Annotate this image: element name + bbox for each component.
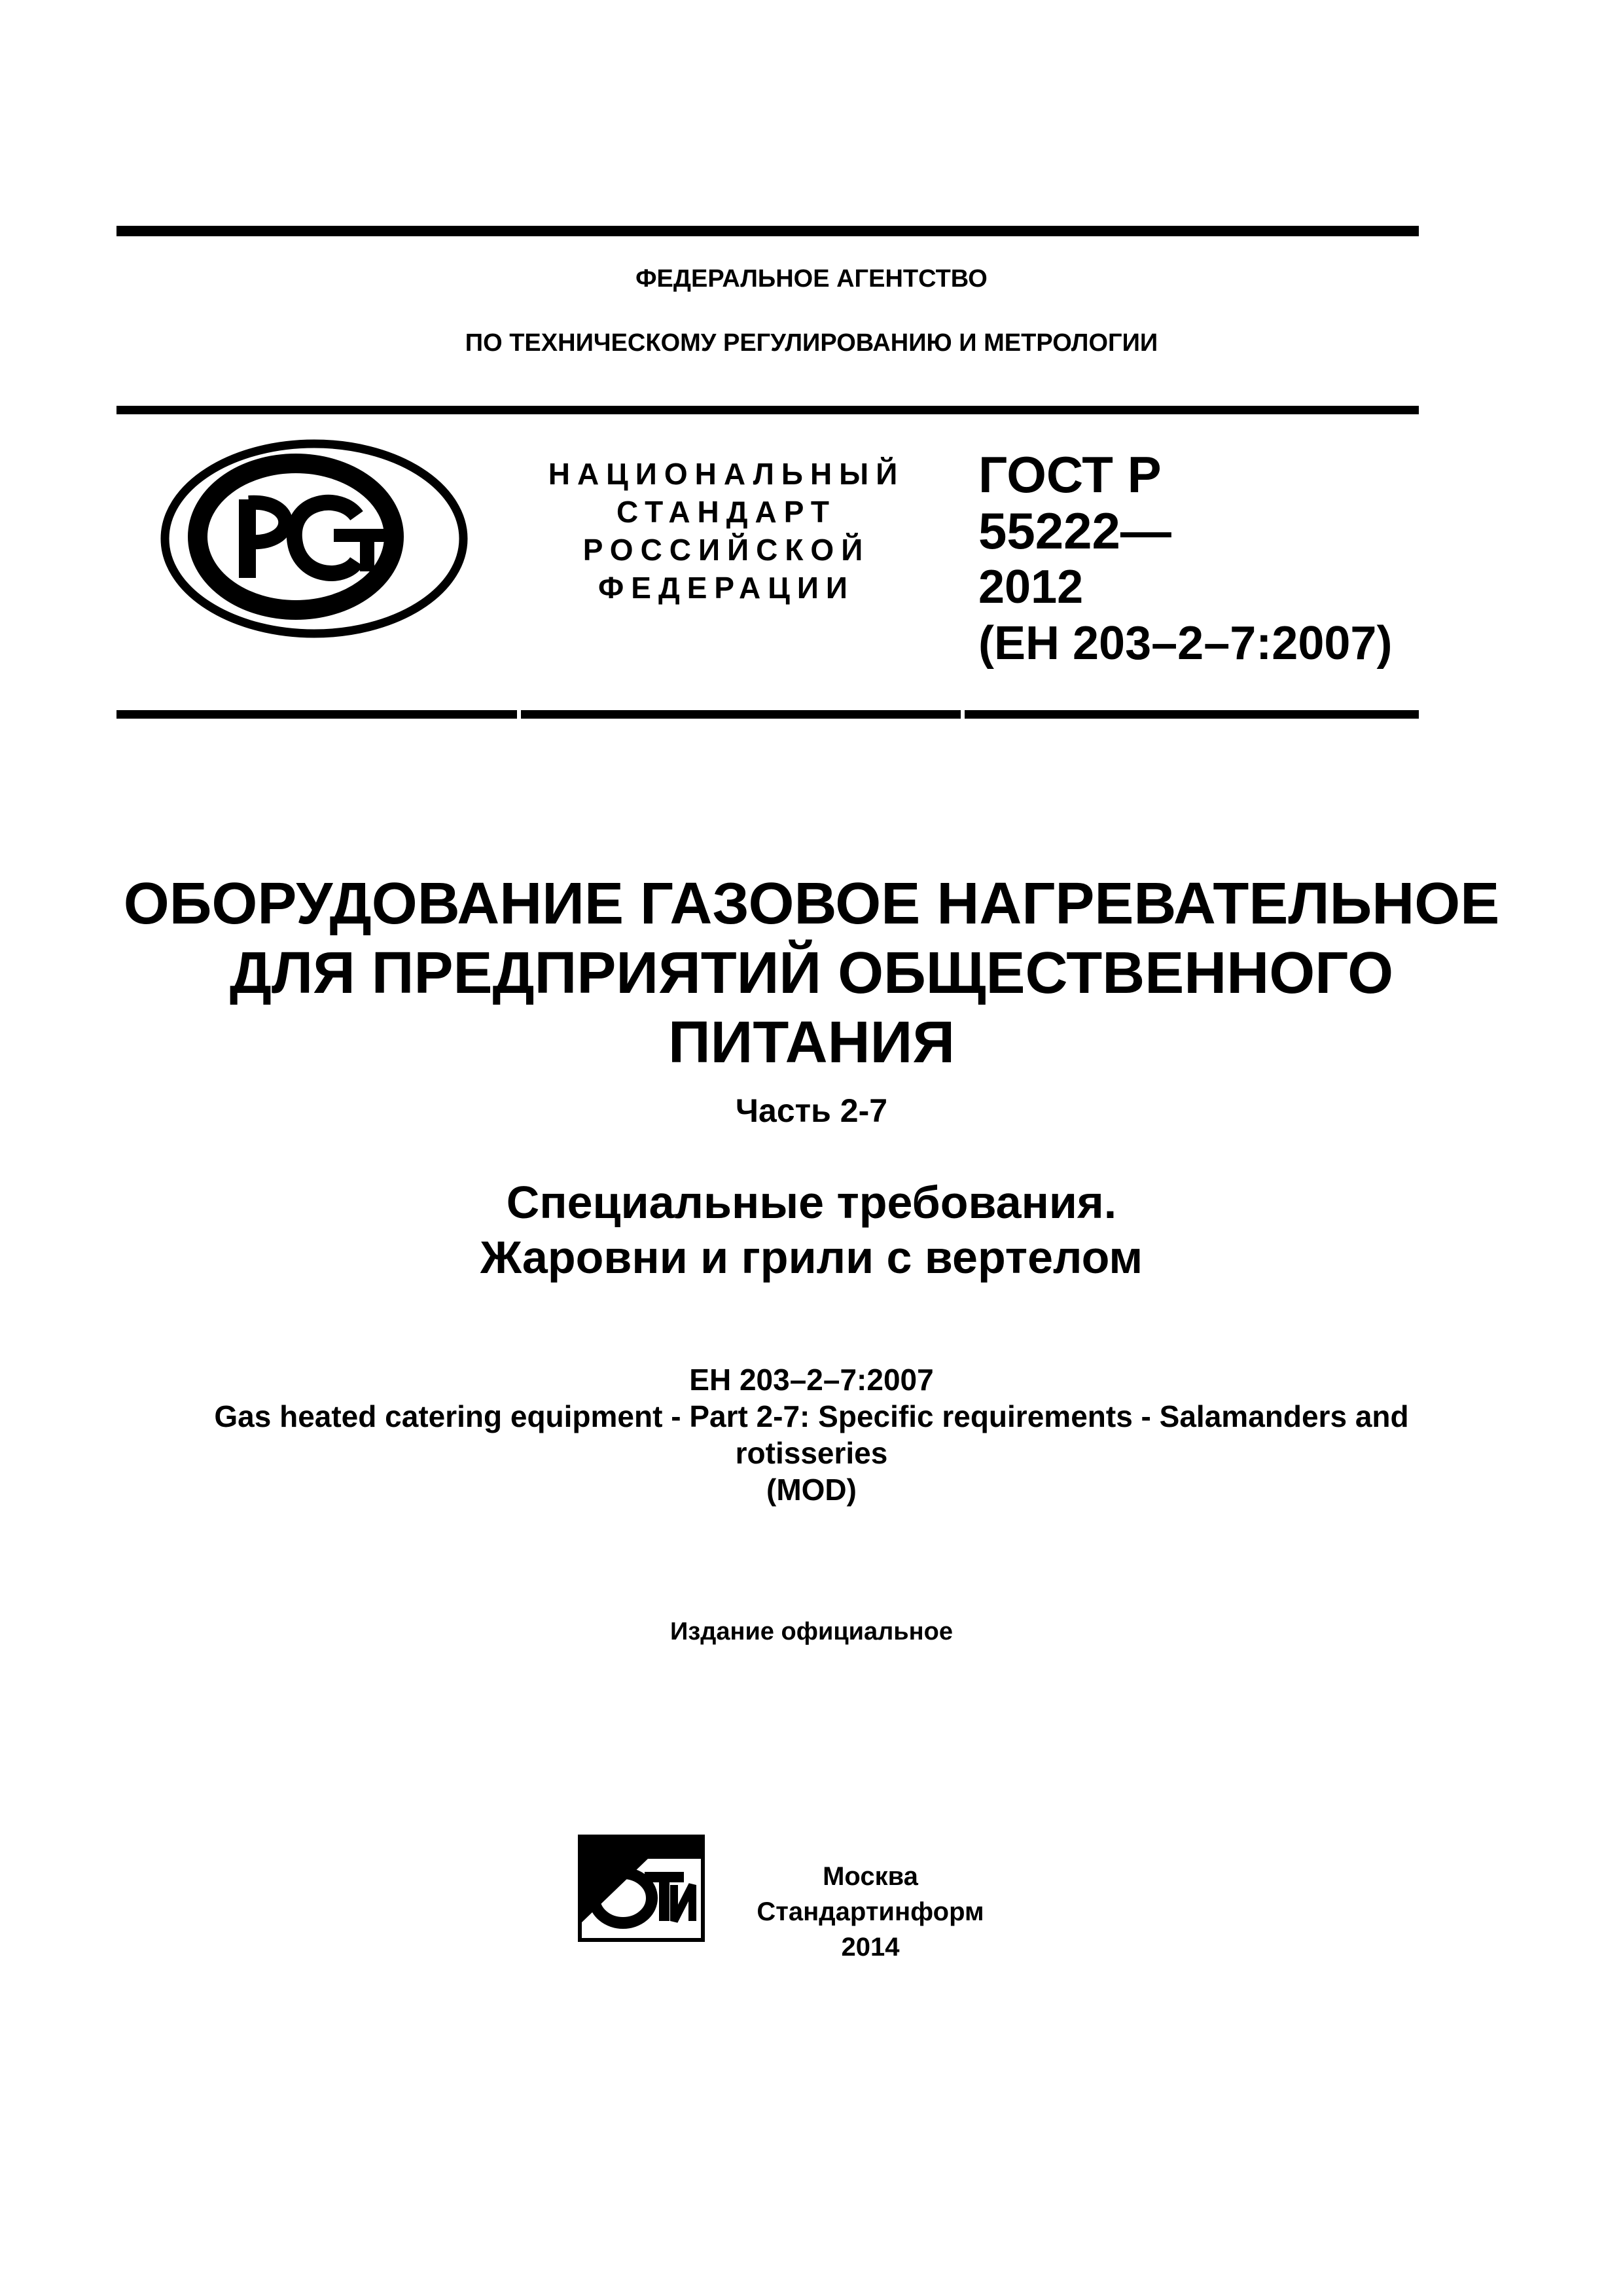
- agency-line-2: ПО ТЕХНИЧЕСКОМУ РЕГУЛИРОВАНИЮ И МЕТРОЛОГИИ: [465, 329, 1158, 357]
- document-subtitle-line-2: Жаровни и грили с вертелом: [480, 1232, 1143, 1283]
- publisher-city: Москва: [823, 1862, 918, 1891]
- header-bottom-rule-3: [965, 710, 1419, 719]
- publisher-logo: [576, 1833, 707, 1944]
- part-number: Часть 2-7: [735, 1092, 888, 1129]
- standard-label-line-4: ФЕДЕРАЦИИ: [598, 571, 855, 605]
- document-title-line-3: ПИТАНИЯ: [668, 1010, 955, 1075]
- gost-designation-line-1: ГОСТ Р: [978, 446, 1162, 503]
- publisher-name: Стандартинформ: [757, 1897, 984, 1926]
- agency-line-1: ФЕДЕРАЛЬНОЕ АГЕНТСТВО: [635, 265, 988, 293]
- document-subtitle: [0, 1175, 1623, 1285]
- rst-logo-emblem: [157, 437, 471, 640]
- standard-label: [517, 455, 936, 607]
- standard-label-line-1: НАЦИОНАЛЬНЫЙ: [548, 457, 905, 491]
- publisher-logo-emblem: [576, 1833, 707, 1944]
- publisher-info: [740, 1859, 1001, 1965]
- english-title-line-2: rotisseries: [735, 1436, 888, 1470]
- english-title: [0, 1361, 1623, 1508]
- header-rule: [116, 406, 1419, 414]
- gost-designation-line-4: (ЕН 203–2–7:2007): [978, 617, 1393, 670]
- english-title-line-1: Gas heated catering equipment - Part 2-7: Specific requirements - Salamanders and: [214, 1399, 1409, 1433]
- english-code: ЕН 203–2–7:2007: [689, 1363, 934, 1397]
- standard-label-line-2: СТАНДАРТ: [616, 495, 836, 529]
- gost-designation-line-3: 2012: [978, 561, 1084, 613]
- rst-logo: [157, 437, 471, 640]
- document-title-line-1: ОБОРУДОВАНИЕ ГАЗОВОЕ НАГРЕВАТЕЛЬНОЕ: [123, 871, 1500, 937]
- english-title-line-3: (MOD): [766, 1473, 857, 1507]
- top-rule: [116, 226, 1419, 236]
- header-bottom-rule-1: [116, 710, 517, 719]
- gost-designation-line-2: 55222—: [978, 502, 1171, 560]
- document-title: [0, 869, 1623, 1077]
- gost-designation: [978, 446, 1392, 672]
- header-bottom-rule-2: [521, 710, 961, 719]
- standard-label-line-3: РОССИЙСКОЙ: [582, 533, 870, 567]
- document-title-line-2: ДЛЯ ПРЕДПРИЯТИЙ ОБЩЕСТВЕННОГО: [229, 941, 1394, 1006]
- document-subtitle-line-1: Специальные требования.: [506, 1177, 1117, 1228]
- publisher-year: 2014: [841, 1933, 900, 1962]
- edition-note: Издание официальное: [670, 1618, 953, 1645]
